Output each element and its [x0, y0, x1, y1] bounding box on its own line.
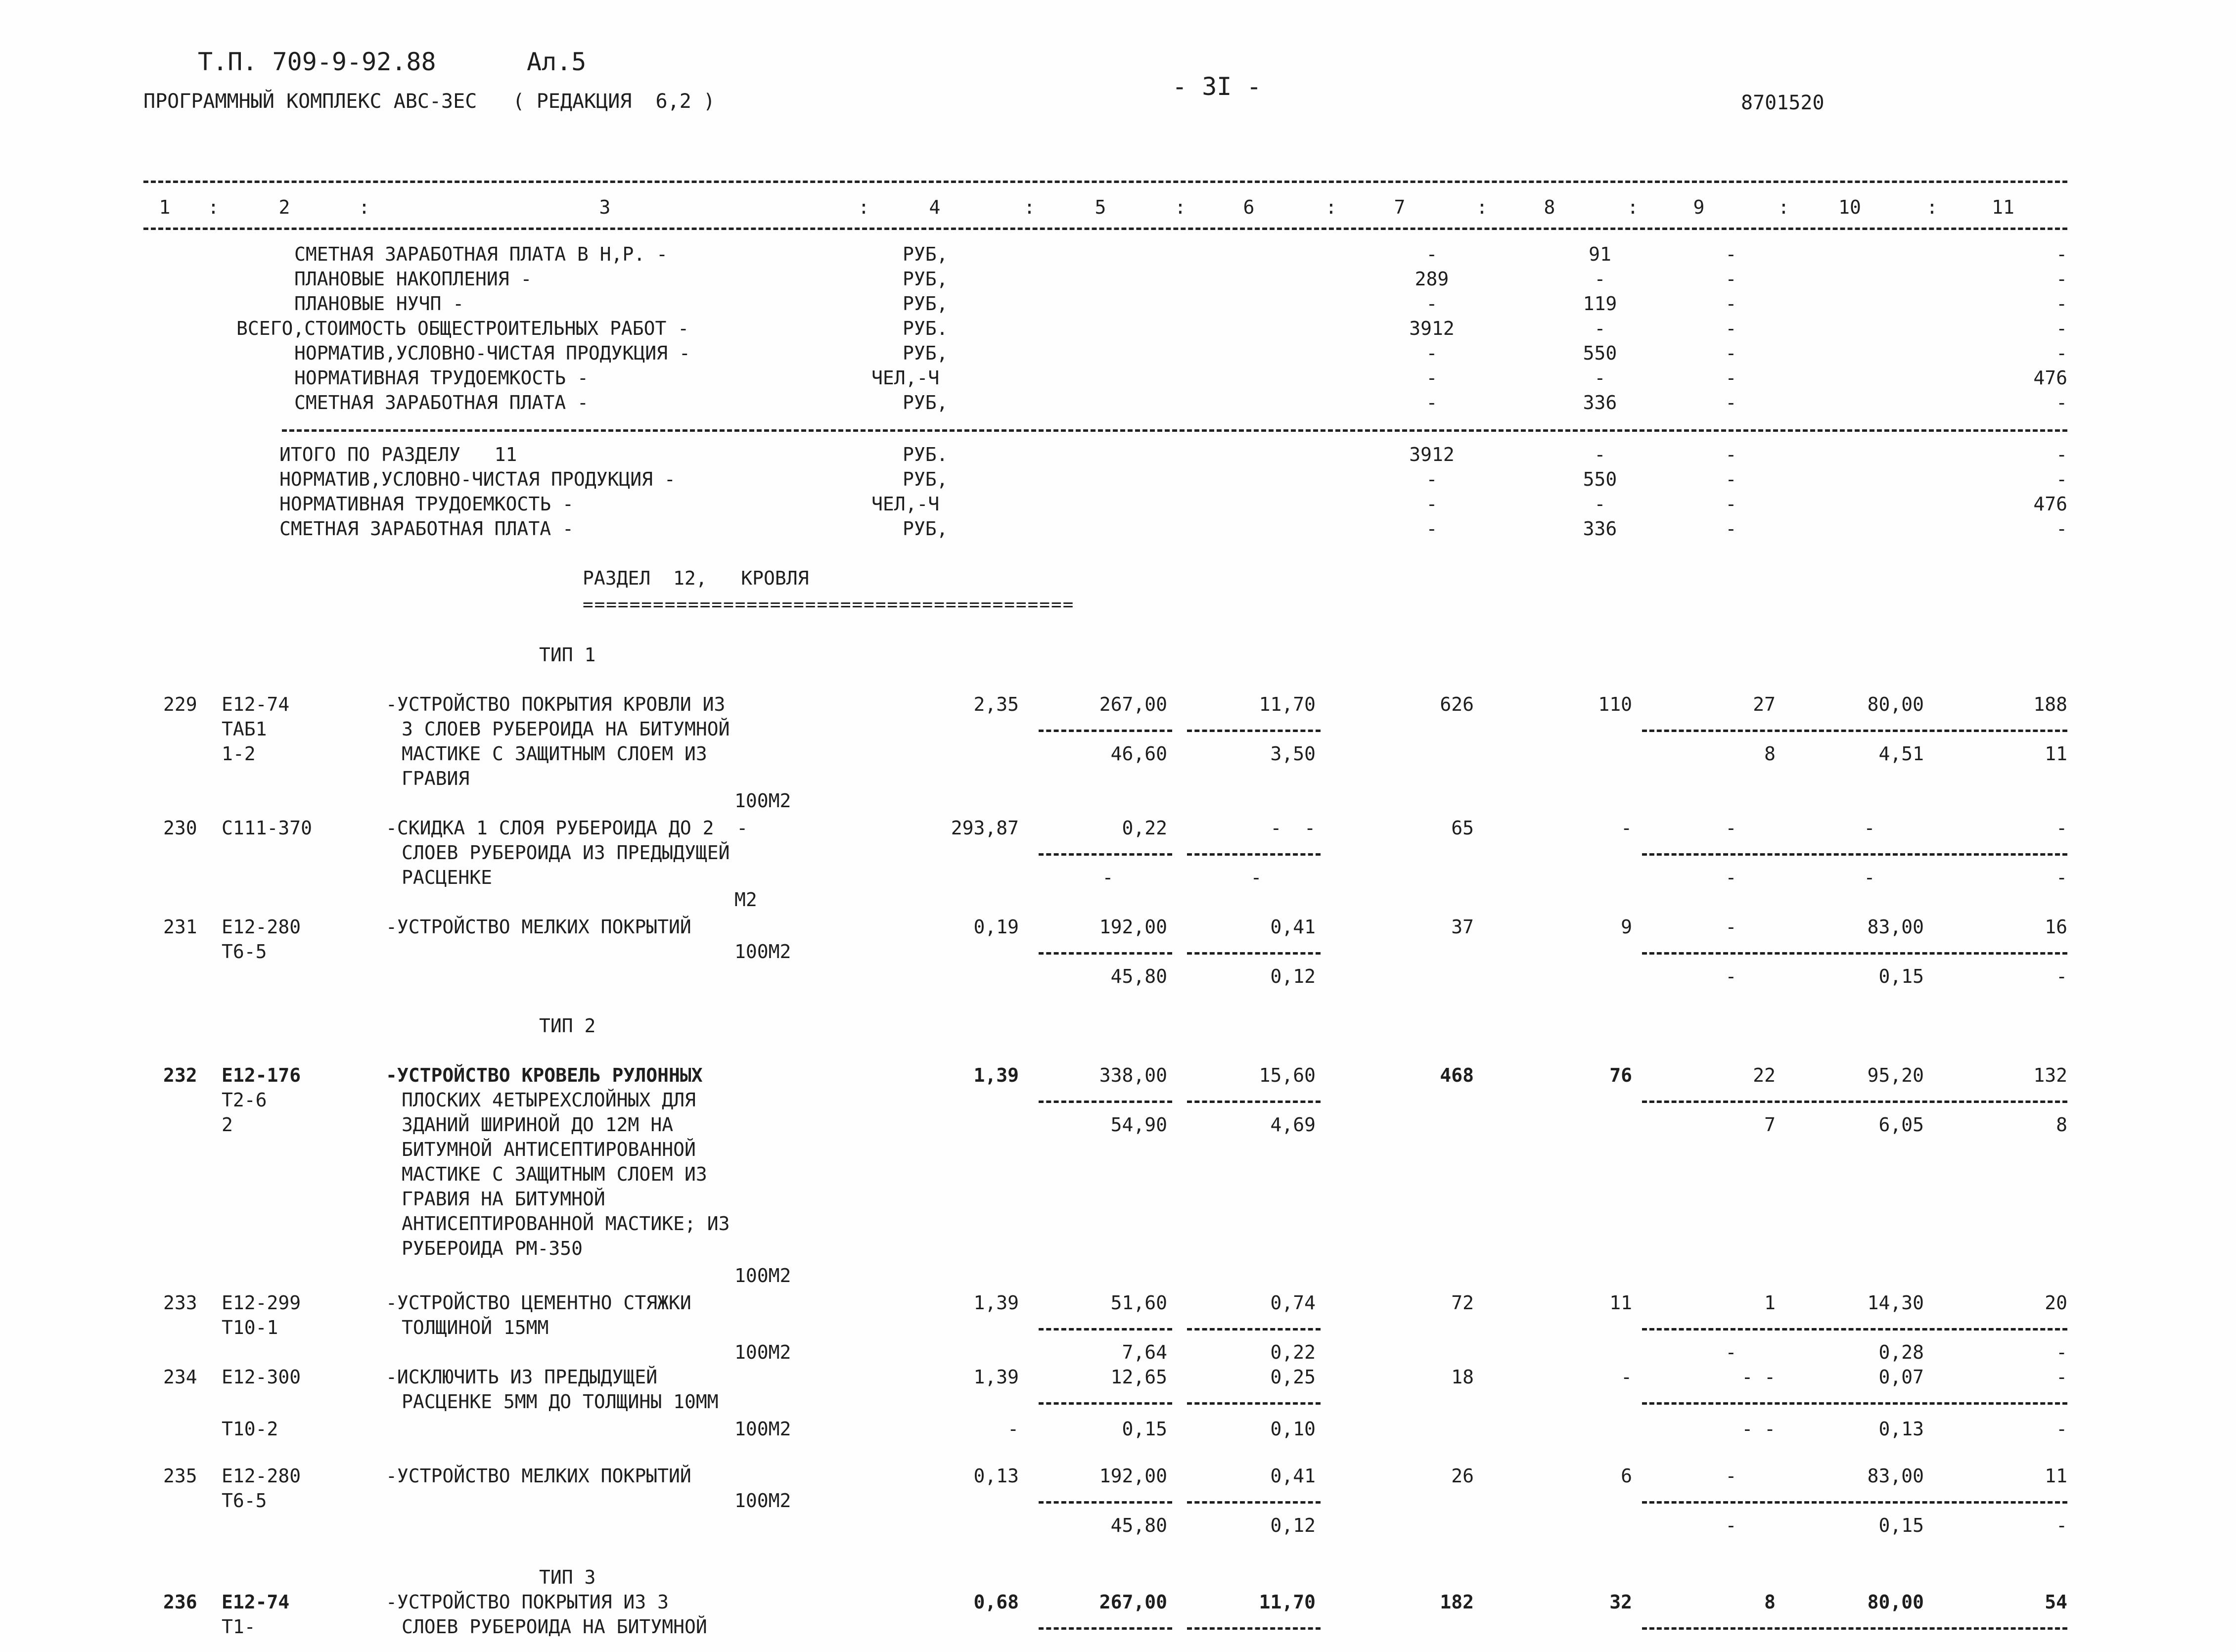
item-code: ТАБ1 — [222, 718, 267, 740]
summary-unit: РУБ, — [903, 342, 948, 364]
item-description: РАСЦЕНКЕ — [402, 867, 493, 888]
item-code: Т1- — [222, 1616, 256, 1638]
item-description: -УСТРОЙСТВО ПОКРЫТИЯ КРОВЛИ ИЗ — [386, 693, 726, 715]
item-col5-sub: 45,80 — [1110, 965, 1167, 987]
cell-underline — [1039, 1627, 1172, 1630]
summary-col8: 119 — [1583, 293, 1617, 315]
item-code: С111-370 — [222, 817, 313, 839]
total-label: НОРМАТИВ,УСЛОВНО-ЧИСТАЯ ПРОДУКЦИЯ - — [279, 468, 676, 490]
summary-unit: РУБ, — [903, 243, 948, 265]
item-col7: 626 — [1440, 693, 1474, 715]
item-col10: 80,00 — [1867, 693, 1924, 715]
item-col5-sub: - — [1102, 867, 1114, 888]
item-col6: 0,74 — [1270, 1292, 1316, 1314]
item-quantity: 1,39 — [973, 1064, 1019, 1086]
total-col9: - — [1725, 468, 1737, 490]
item-col5-sub: 7,64 — [1122, 1341, 1167, 1363]
item-col5: 267,00 — [1099, 693, 1167, 715]
item-col6: 0,25 — [1270, 1366, 1316, 1388]
cell-underline — [1642, 730, 2067, 732]
item-col9-sub: - — [1725, 1514, 1737, 1536]
item-col6: 0,41 — [1270, 916, 1316, 938]
item-col6: 15,60 — [1259, 1064, 1316, 1086]
item-code: Е12-176 — [222, 1064, 301, 1086]
total-col11: - — [2056, 468, 2067, 490]
item-unit: 100М2 — [734, 1418, 791, 1440]
item-col11: 54 — [2045, 1591, 2067, 1613]
item-col9: 1 — [1764, 1292, 1776, 1314]
item-col7: 72 — [1451, 1292, 1474, 1314]
item-col7: 182 — [1440, 1591, 1474, 1613]
item-unit: 100М2 — [734, 1265, 791, 1286]
item-col10: 0,07 — [1878, 1366, 1924, 1388]
section-total-rule — [282, 429, 2067, 432]
section-title: РАЗДЕЛ 12, КРОВЛЯ — [583, 567, 809, 589]
item-code: Т6-5 — [222, 941, 267, 963]
col-header-1: 1 — [159, 196, 171, 218]
item-col6: 11,70 — [1259, 1591, 1316, 1613]
item-col8: 6 — [1621, 1465, 1632, 1487]
item-col11: - — [2056, 1366, 2067, 1388]
cell-underline — [1187, 1101, 1321, 1103]
total-col11: - — [2056, 444, 2067, 465]
col-header-5: 5 — [1095, 196, 1106, 218]
item-col8: 9 — [1621, 916, 1632, 938]
item-col6-sub: 0,10 — [1270, 1418, 1316, 1440]
item-col11: 132 — [2033, 1064, 2067, 1086]
col-sep: : — [1778, 196, 1789, 218]
cell-underline — [1187, 853, 1321, 856]
summary-col8: - — [1594, 318, 1606, 339]
item-quantity: 293,87 — [951, 817, 1019, 839]
col-header-2: 2 — [278, 196, 290, 218]
item-number: 234 — [163, 1366, 197, 1388]
header-bottom-rule — [143, 228, 2067, 230]
summary-col7: - — [1426, 342, 1438, 364]
item-unit: 100М2 — [734, 1490, 791, 1512]
col-header-9: 9 — [1693, 196, 1705, 218]
total-col8: 336 — [1583, 518, 1617, 540]
item-quantity-sub: - — [1007, 1418, 1019, 1440]
summary-col8: - — [1594, 367, 1606, 389]
cell-underline — [1187, 730, 1321, 732]
item-number: 231 — [163, 916, 197, 938]
total-unit: РУБ, — [903, 518, 948, 540]
item-quantity: 1,39 — [973, 1366, 1019, 1388]
item-col5-sub: 46,60 — [1110, 743, 1167, 765]
item-description: -УСТРОЙСТВО МЕЛКИХ ПОКРЫТИЙ — [386, 916, 691, 938]
item-col9: 8 — [1764, 1591, 1776, 1613]
total-col8: 550 — [1583, 468, 1617, 490]
cell-underline — [1039, 730, 1172, 732]
item-unit: 100М2 — [734, 941, 791, 963]
col-sep: : — [1627, 196, 1639, 218]
cell-underline — [1039, 952, 1172, 955]
item-col11-sub: - — [2056, 1418, 2067, 1440]
total-col9: - — [1725, 444, 1737, 465]
item-col11-sub: - — [2056, 867, 2067, 888]
item-col9: - — [1725, 1465, 1737, 1487]
summary-col11: - — [2056, 268, 2067, 290]
item-code: Е12-74 — [222, 693, 290, 715]
item-col5-sub: 45,80 — [1110, 1514, 1167, 1536]
total-col9: - — [1725, 518, 1737, 540]
item-col6-sub: 4,69 — [1270, 1114, 1316, 1136]
item-description: ГРАВИЯ — [402, 768, 470, 789]
summary-label: ПЛАНОВЫЕ НУЧП - — [294, 293, 464, 315]
item-description: ГРАВИЯ НА БИТУМНОЙ — [402, 1188, 605, 1210]
summary-col11: - — [2056, 318, 2067, 339]
summary-col9: - — [1725, 392, 1737, 413]
item-number: 236 — [163, 1591, 197, 1613]
col-header-11: 11 — [1992, 196, 2014, 218]
item-col5: 0,22 — [1122, 817, 1167, 839]
item-col5: 267,00 — [1099, 1591, 1167, 1613]
item-description: -УСТРОЙСТВО ЦЕМЕНТНО СТЯЖКИ — [386, 1292, 691, 1314]
item-description: АНТИСЕПТИРОВАННОЙ МАСТИКЕ; ИЗ — [402, 1213, 730, 1235]
summary-col9: - — [1725, 243, 1737, 265]
item-col8: 11 — [1609, 1292, 1632, 1314]
item-description: МАСТИКЕ С ЗАЩИТНЫМ СЛОЕМ ИЗ — [402, 1163, 707, 1185]
total-label: ИТОГО ПО РАЗДЕЛУ 11 — [279, 444, 517, 465]
item-col7: 37 — [1451, 916, 1474, 938]
summary-unit: ЧЕЛ,-Ч — [871, 367, 940, 389]
cell-underline — [1642, 1328, 2067, 1331]
cell-underline — [1039, 1402, 1172, 1405]
summary-col7: - — [1426, 392, 1438, 413]
item-col9-sub: - — [1725, 965, 1737, 987]
item-description: ТОЛЩИНОЙ 15ММ — [402, 1317, 549, 1338]
item-unit: М2 — [734, 889, 757, 911]
item-code: Т10-2 — [222, 1418, 278, 1440]
item-col10-sub: 6,05 — [1878, 1114, 1924, 1136]
item-col10: 95,20 — [1867, 1064, 1924, 1086]
item-code: Е12-299 — [222, 1292, 301, 1314]
cell-underline — [1642, 853, 2067, 856]
item-description: МАСТИКЕ С ЗАЩИТНЫМ СЛОЕМ ИЗ — [402, 743, 707, 765]
summary-col8: 91 — [1589, 243, 1611, 265]
item-col11-sub: - — [2056, 1341, 2067, 1363]
summary-col11: - — [2056, 392, 2067, 413]
summary-label: СМЕТНАЯ ЗАРАБОТНАЯ ПЛАТА - — [294, 392, 589, 413]
item-col11: 188 — [2033, 693, 2067, 715]
item-col11: 16 — [2045, 916, 2067, 938]
col-header-10: 10 — [1838, 196, 1861, 218]
type-heading: ТИП 1 — [539, 644, 596, 666]
item-col7: 468 — [1440, 1064, 1474, 1086]
col-sep: : — [1325, 196, 1337, 218]
item-quantity: 1,39 — [973, 1292, 1019, 1314]
item-col5: 338,00 — [1099, 1064, 1167, 1086]
item-code: Е12-74 — [222, 1591, 290, 1613]
document-code: 8701520 — [1741, 92, 1825, 114]
summary-col7: - — [1426, 243, 1438, 265]
summary-label: СМЕТНАЯ ЗАРАБОТНАЯ ПЛАТА В Н,Р. - — [294, 243, 668, 265]
col-header-6: 6 — [1243, 196, 1255, 218]
cell-underline — [1187, 952, 1321, 955]
item-col6-sub: - — [1250, 867, 1262, 888]
summary-col7: - — [1426, 293, 1438, 315]
summary-col7: 289 — [1415, 268, 1449, 290]
total-label: СМЕТНАЯ ЗАРАБОТНАЯ ПЛАТА - — [279, 518, 574, 540]
item-col11-sub: 11 — [2045, 743, 2067, 765]
item-col7: 65 — [1451, 817, 1474, 839]
item-col11: 20 — [2045, 1292, 2067, 1314]
col-sep: : — [1175, 196, 1186, 218]
item-col10-sub: 0,15 — [1878, 965, 1924, 987]
type-heading: ТИП 2 — [539, 1015, 596, 1037]
type-heading: ТИП 3 — [539, 1566, 596, 1588]
item-description: -УСТРОЙСТВО КРОВЕЛЬ РУЛОННЫХ — [386, 1064, 703, 1086]
item-code: Е12-300 — [222, 1366, 301, 1388]
total-col7: - — [1426, 468, 1438, 490]
item-col11-sub: 8 — [2056, 1114, 2067, 1136]
item-col9-sub: - — [1725, 1341, 1737, 1363]
item-col6: - - — [1270, 817, 1316, 839]
item-col7: 26 — [1451, 1465, 1474, 1487]
item-col5-sub: 54,90 — [1110, 1114, 1167, 1136]
cell-underline — [1187, 1328, 1321, 1331]
total-unit: РУБ. — [903, 444, 948, 465]
col-header-7: 7 — [1394, 196, 1406, 218]
total-col7: - — [1426, 518, 1438, 540]
item-col6-sub: 0,22 — [1270, 1341, 1316, 1363]
col-header-4: 4 — [929, 196, 941, 218]
item-description: БИТУМНОЙ АНТИСЕПТИРОВАННОЙ — [402, 1139, 696, 1160]
item-col8: 32 — [1609, 1591, 1632, 1613]
header-top-rule — [143, 181, 2067, 183]
item-col11: - — [2056, 817, 2067, 839]
item-col6: 11,70 — [1259, 693, 1316, 715]
item-code: Т6-5 — [222, 1490, 267, 1512]
col-sep: : — [858, 196, 869, 218]
item-description: РАСЦЕНКЕ 5ММ ДО ТОЛЩИНЫ 10ММ — [402, 1391, 719, 1413]
item-col10-sub: - — [1864, 867, 1875, 888]
item-number: 233 — [163, 1292, 197, 1314]
item-col10: 14,30 — [1867, 1292, 1924, 1314]
total-col7: - — [1426, 493, 1438, 515]
summary-col8: - — [1594, 268, 1606, 290]
total-col9: - — [1725, 493, 1737, 515]
cell-underline — [1039, 1501, 1172, 1504]
item-description: -УСТРОЙСТВО ПОКРЫТИЯ ИЗ 3 — [386, 1591, 669, 1613]
item-description: СЛОЕВ РУБЕРОИДА НА БИТУМНОЙ — [402, 1616, 707, 1638]
item-col10: 80,00 — [1867, 1591, 1924, 1613]
cell-underline — [1642, 1501, 2067, 1504]
item-code: Т2-6 — [222, 1089, 267, 1111]
item-col11: 11 — [2045, 1465, 2067, 1487]
item-description: -УСТРОЙСТВО МЕЛКИХ ПОКРЫТИЙ — [386, 1465, 691, 1487]
item-col10-sub: 0,15 — [1878, 1514, 1924, 1536]
item-description: ЗДАНИЙ ШИРИНОЙ ДО 12М НА — [402, 1114, 674, 1136]
item-number: 235 — [163, 1465, 197, 1487]
item-col8: 110 — [1598, 693, 1632, 715]
cell-underline — [1187, 1501, 1321, 1504]
total-label: НОРМАТИВНАЯ ТРУДОЕМКОСТЬ - — [279, 493, 574, 515]
total-col8: - — [1594, 493, 1606, 515]
item-code: Т10-1 — [222, 1317, 278, 1338]
item-col10-sub: 0,13 — [1878, 1418, 1924, 1440]
summary-col11: 476 — [2033, 367, 2067, 389]
summary-col7: 3912 — [1409, 318, 1455, 339]
total-col11: 476 — [2033, 493, 2067, 515]
col-sep: : — [1476, 196, 1488, 218]
item-description: РУБЕРОИДА РМ-350 — [402, 1238, 583, 1259]
summary-col9: - — [1725, 268, 1737, 290]
summary-col9: - — [1725, 342, 1737, 364]
cell-underline — [1187, 1627, 1321, 1630]
item-col6-sub: 0,12 — [1270, 965, 1316, 987]
item-code: 1-2 — [222, 743, 256, 765]
item-description: -СКИДКА 1 СЛОЯ РУБЕРОИДА ДО 2 - — [386, 817, 748, 839]
item-col6-sub: 0,12 — [1270, 1514, 1316, 1536]
item-unit: 100М2 — [734, 790, 791, 812]
item-col5: 192,00 — [1099, 916, 1167, 938]
summary-label: ПЛАНОВЫЕ НАКОПЛЕНИЯ - — [294, 268, 532, 290]
item-quantity: 0,13 — [973, 1465, 1019, 1487]
item-number: 230 — [163, 817, 197, 839]
col-sep: : — [1926, 196, 1938, 218]
summary-unit: РУБ, — [903, 293, 948, 315]
item-description: ПЛОСКИХ 4ЕТЫРЕХСЛОЙНЫХ ДЛЯ — [402, 1089, 696, 1111]
item-description: СЛОЕВ РУБЕРОИДА ИЗ ПРЕДЫДУЩЕЙ — [402, 842, 730, 864]
summary-unit: РУБ, — [903, 268, 948, 290]
summary-label: НОРМАТИВ,УСЛОВНО-ЧИСТАЯ ПРОДУКЦИЯ - — [294, 342, 690, 364]
summary-col11: - — [2056, 293, 2067, 315]
cell-underline — [1642, 1402, 2067, 1405]
total-col11: - — [2056, 518, 2067, 540]
item-code: 2 — [222, 1114, 233, 1136]
item-col9-sub: - — [1725, 867, 1737, 888]
item-col9-sub: 8 — [1764, 743, 1776, 765]
summary-unit: РУБ. — [903, 318, 948, 339]
document-id: Т.П. 709-9-92.88 — [198, 47, 436, 76]
item-col6-sub: 3,50 — [1270, 743, 1316, 765]
summary-col11: - — [2056, 342, 2067, 364]
item-col8: - — [1621, 817, 1632, 839]
cell-underline — [1642, 1101, 2067, 1103]
item-col10: 83,00 — [1867, 916, 1924, 938]
summary-label: НОРМАТИВНАЯ ТРУДОЕМКОСТЬ - — [294, 367, 589, 389]
item-number: 232 — [163, 1064, 197, 1086]
cell-underline — [1039, 1101, 1172, 1103]
cell-underline — [1187, 1402, 1321, 1405]
col-sep: : — [208, 196, 219, 218]
item-col10-sub: 4,51 — [1878, 743, 1924, 765]
col-header-3: 3 — [599, 196, 611, 218]
item-col9-sub: 7 — [1764, 1114, 1776, 1136]
item-col7: 18 — [1451, 1366, 1474, 1388]
col-header-8: 8 — [1544, 196, 1555, 218]
summary-col7: - — [1426, 367, 1438, 389]
section-title-underline: ========================================== — [583, 595, 1075, 615]
total-unit: ЧЕЛ,-Ч — [871, 493, 940, 515]
item-col6: 0,41 — [1270, 1465, 1316, 1487]
item-quantity: 0,19 — [973, 916, 1019, 938]
item-col8: 76 — [1609, 1064, 1632, 1086]
cell-underline — [1642, 1627, 2067, 1630]
page-number: - 3I - — [1172, 72, 1262, 101]
cell-underline — [1039, 1328, 1172, 1331]
item-col10: 83,00 — [1867, 1465, 1924, 1487]
item-code: Е12-280 — [222, 1465, 301, 1487]
col-sep: : — [359, 196, 370, 218]
summary-label: ВСЕГО,СТОИМОСТЬ ОБЩЕСТРОИТЕЛЬНЫХ РАБОТ - — [236, 318, 689, 339]
item-col9: 27 — [1753, 693, 1776, 715]
summary-col8: 550 — [1583, 342, 1617, 364]
summary-col8: 336 — [1583, 392, 1617, 413]
item-description: 3 СЛОЕВ РУБЕРОИДА НА БИТУМНОЙ — [402, 718, 730, 740]
total-unit: РУБ, — [903, 468, 948, 490]
item-quantity: 2,35 — [973, 693, 1019, 715]
item-col10-sub: 0,28 — [1878, 1341, 1924, 1363]
item-col8: - — [1621, 1366, 1632, 1388]
item-col9: - - — [1741, 1366, 1776, 1388]
summary-unit: РУБ, — [903, 392, 948, 413]
total-col8: - — [1594, 444, 1606, 465]
item-col11-sub: - — [2056, 965, 2067, 987]
item-col5: 12,65 — [1110, 1366, 1167, 1388]
cell-underline — [1039, 853, 1172, 856]
summary-col9: - — [1725, 367, 1737, 389]
item-number: 229 — [163, 693, 197, 715]
item-col9-sub: - - — [1741, 1418, 1776, 1440]
total-col7: 3912 — [1409, 444, 1455, 465]
col-sep: : — [1024, 196, 1035, 218]
summary-col11: - — [2056, 243, 2067, 265]
summary-col9: - — [1725, 318, 1737, 339]
item-code: Е12-280 — [222, 916, 301, 938]
album-number: Ал.5 — [527, 47, 587, 76]
item-col5: 51,60 — [1110, 1292, 1167, 1314]
summary-col9: - — [1725, 293, 1737, 315]
item-unit: 100М2 — [734, 1341, 791, 1363]
item-quantity: 0,68 — [973, 1591, 1019, 1613]
cell-underline — [1642, 952, 2067, 955]
program-line: ПРОГРАММНЫЙ КОМПЛЕКС АВС-3ЕС ( РЕДАКЦИЯ 6,2 ) — [143, 90, 715, 113]
item-col5-sub: 0,15 — [1122, 1418, 1167, 1440]
item-col9: 22 — [1753, 1064, 1776, 1086]
item-col11-sub: - — [2056, 1514, 2067, 1536]
item-description: -ИСКЛЮЧИТЬ ИЗ ПРЕДЫДУЩЕЙ — [386, 1366, 658, 1388]
item-col9: - — [1725, 817, 1737, 839]
item-col9: - — [1725, 916, 1737, 938]
item-col5: 192,00 — [1099, 1465, 1167, 1487]
item-col10: - — [1864, 817, 1875, 839]
